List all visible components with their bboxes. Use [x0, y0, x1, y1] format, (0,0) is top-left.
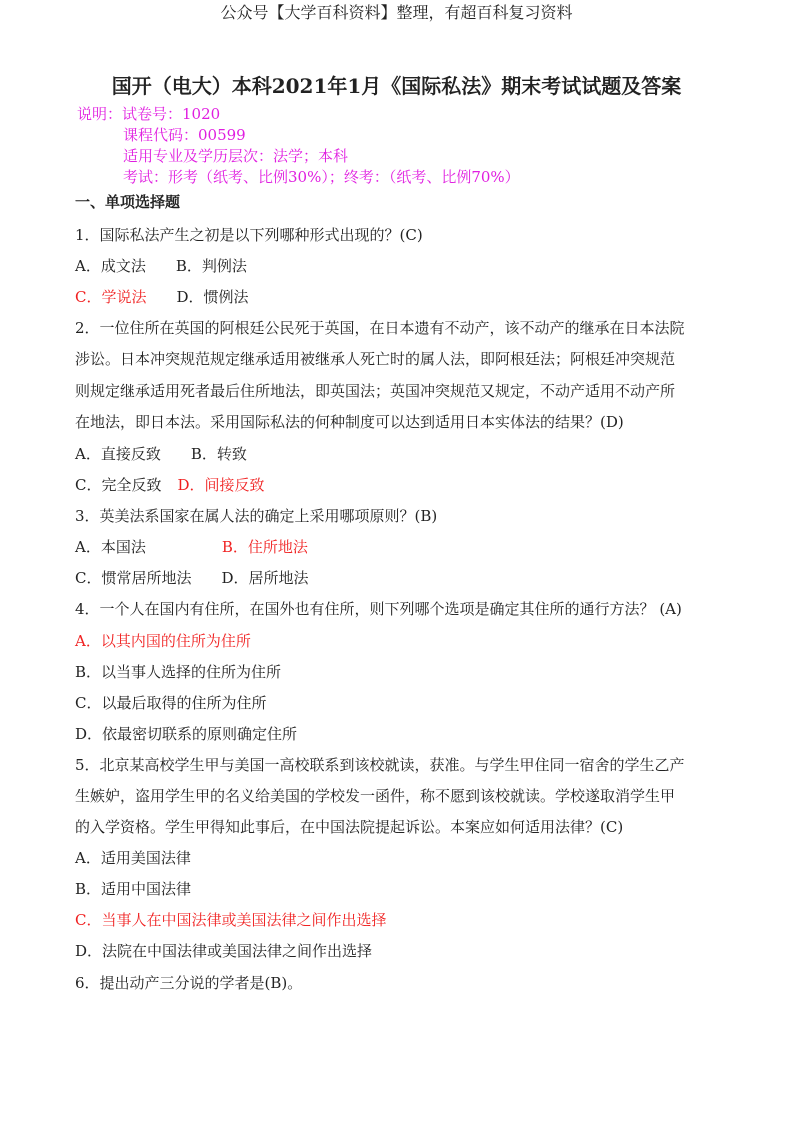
answer-option: A．以其内国的住所为住所 — [75, 632, 251, 650]
question-3: 3．英美法系国家在属人法的确定上采用哪项原则？(B) — [75, 507, 438, 525]
question-1: 1．国际私法产生之初是以下列哪种形式出现的？(C) — [75, 226, 423, 244]
option: A．直接反致 — [75, 445, 161, 463]
q1-options-ab — [75, 255, 247, 277]
q2-options-ab — [75, 443, 247, 465]
option: C．惯常居所地法 — [75, 569, 192, 587]
major-level: 适用专业及学历层次：法学；本科 — [123, 147, 349, 165]
option: D．惯例法 — [176, 288, 249, 306]
page-title: 国开（电大）本科2021年1月《国际私法》期末考试试题及答案 — [111, 74, 682, 98]
question-5-line: 5．北京某高校学生甲与美国一高校联系到该校就读，获准。与学生甲住同一宿舍的学生乙产 — [75, 756, 685, 774]
exam-ratio: 考试：形考（纸考、比例30%）；终考：（纸考、比例70%） — [123, 168, 520, 186]
info-label-line — [77, 103, 220, 125]
info-label: 说明： — [77, 105, 123, 123]
option: C．完全反致 — [75, 476, 162, 494]
option: A．成文法 — [75, 257, 146, 275]
option: B．适用中国法律 — [75, 880, 192, 898]
option: D．居所地法 — [221, 569, 309, 587]
page-header: 公众号【大学百科资料】整理，有超百科复习资料 — [220, 3, 573, 22]
paper-number: 试卷号：1020 — [122, 105, 221, 123]
question-2-line: 则规定继承适用死者最后住所地法，即英国法；英国冲突规范又规定，不动产适用不动产所 — [75, 382, 676, 400]
question-2-line: 在地法，即日本法。采用国际私法的何种制度可以达到适用日本实体法的结果？(D) — [75, 413, 624, 431]
question-5-line: 的入学资格。学生甲得知此事后，在中国法院提起诉讼。本案应如何适用法律？(C) — [75, 818, 624, 836]
question-5-line: 生嫉妒，盗用学生甲的名义给美国的学校发一函件，称不愿到该校就读。学校遂取消学生甲 — [75, 787, 676, 805]
q1-options-cd — [75, 286, 249, 308]
option: D．依最密切联系的原则确定住所 — [75, 725, 298, 743]
section-heading: 一、单项选择题 — [75, 193, 181, 211]
question-2-line: 涉讼。日本冲突规范规定继承适用被继承人死亡时的属人法，即阿根廷法；阿根廷冲突规范 — [75, 350, 676, 368]
answer-option: B．住所地法 — [221, 538, 308, 556]
answer-option: C．当事人在中国法律或美国法律之间作出选择 — [75, 911, 387, 929]
q3-options-cd — [75, 567, 309, 589]
q3-options-ab — [75, 536, 308, 558]
q2-options-cd — [75, 474, 265, 496]
option: A．适用美国法律 — [75, 849, 191, 867]
option: D．法院在中国法律或美国法律之间作出选择 — [75, 942, 373, 960]
option: A．本国法 — [75, 538, 146, 556]
answer-option: C．学说法 — [75, 288, 147, 306]
option: B．判例法 — [175, 257, 247, 275]
option: C．以最后取得的住所为住所 — [75, 694, 267, 712]
option: B．转致 — [190, 445, 247, 463]
question-4: 4．一个人在国内有住所，在国外也有住所，则下列哪个选项是确定其住所的通行方法？ (A) — [75, 600, 682, 618]
question-2-line: 2．一位住所在英国的阿根廷公民死于英国，在日本遗有不动产，该不动产的继承在日本法院 — [75, 319, 685, 337]
option: B．以当事人选择的住所为住所 — [75, 663, 282, 681]
question-6: 6．提出动产三分说的学者是(B)。 — [75, 974, 303, 992]
course-code: 课程代码：00599 — [123, 126, 246, 144]
answer-option: D．间接反致 — [177, 476, 265, 494]
